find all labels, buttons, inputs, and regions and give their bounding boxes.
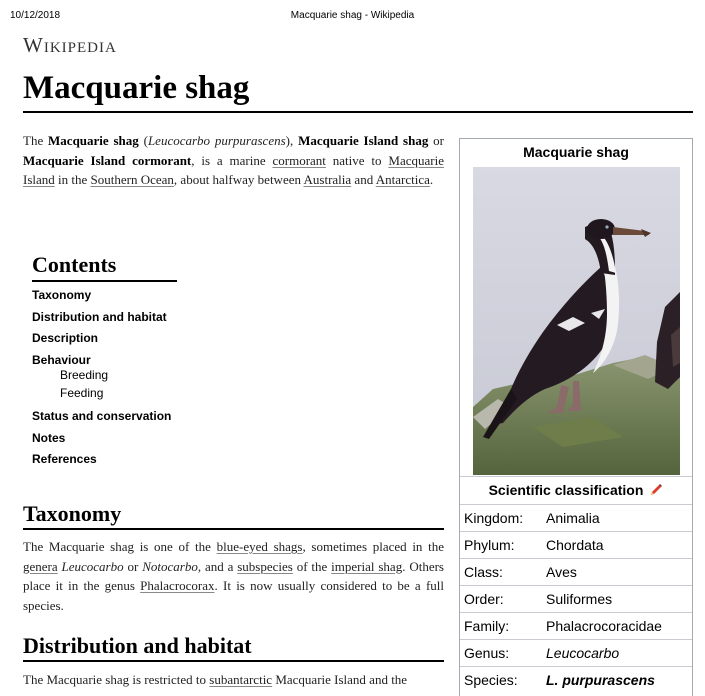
- taxobox-row-genus: [460, 640, 692, 667]
- taxobox-row-order: [460, 586, 692, 613]
- taxobox-value: L. purpurascens: [546, 672, 655, 688]
- link-subspecies[interactable]: subspecies: [237, 558, 293, 574]
- link-antarctica[interactable]: Antarctica: [375, 172, 430, 187]
- taxonomy-paragraph: The Macquarie shag is one of the blue-eyed shags, sometimes placed in the genera Leucocarbo or Notocarbo, and a subspecies of the imperial shag. Others place it in the genus Phalacrocorax. It is now usually considered to be a full species.: [23, 539, 445, 613]
- print-header: [0, 10, 705, 24]
- taxobox-value[interactable]: Animalia: [546, 510, 600, 526]
- section-heading-distribution: Distribution and habitat: [23, 633, 252, 658]
- bird-photo-icon: [473, 167, 680, 475]
- link-australia[interactable]: Australia: [303, 172, 352, 187]
- section-heading-taxonomy: Taxonomy: [23, 501, 122, 526]
- taxobox-row-kingdom: [460, 505, 692, 532]
- toc-item-feeding[interactable]: Feeding: [60, 386, 104, 400]
- section-divider-taxonomy: [23, 528, 444, 530]
- toc-item-taxonomy[interactable]: Taxonomy: [32, 288, 92, 302]
- taxobox-label: Genus:: [464, 645, 510, 661]
- title-divider: [23, 111, 693, 113]
- taxobox-label: Class:: [464, 564, 503, 580]
- link-genera[interactable]: genera: [23, 558, 58, 574]
- print-page-title: Macquarie shag - Wikipedia: [290, 10, 415, 21]
- toc-item-notes[interactable]: Notes: [32, 431, 66, 445]
- wikipedia-wordmark[interactable]: Wikipedia: [23, 33, 117, 57]
- taxobox-label: Phylum:: [464, 537, 515, 553]
- distribution-paragraph: The Macquarie shag is restricted to subantarctic Macquarie Island and the: [23, 672, 408, 687]
- link-macquarie-island[interactable]: Macquarie Island: [23, 152, 444, 187]
- link-imperial-shag[interactable]: imperial shag: [331, 558, 403, 574]
- toc-item-description[interactable]: Description: [32, 331, 99, 345]
- toc-item-references[interactable]: References: [32, 452, 97, 466]
- taxobox-row-species: [460, 667, 692, 694]
- toc-item-behaviour[interactable]: Behaviour: [32, 353, 91, 367]
- link-subantarctic[interactable]: subantarctic: [209, 672, 273, 687]
- page-title: Macquarie shag: [23, 70, 250, 106]
- taxobox-value[interactable]: Suliformes: [546, 591, 613, 607]
- toc-divider: [32, 280, 177, 282]
- taxobox-label: Kingdom:: [464, 510, 524, 526]
- taxobox-label: Family:: [464, 618, 510, 634]
- section-divider-distribution: [23, 660, 444, 662]
- toc-item-distribution[interactable]: Distribution and habitat: [32, 310, 167, 324]
- taxobox-row-phylum: [460, 532, 692, 559]
- taxobox-title: Macquarie shag: [523, 144, 629, 160]
- macquarie-shag-photo[interactable]: [473, 167, 680, 475]
- taxobox-divider: [460, 476, 692, 477]
- table-of-contents: [32, 252, 177, 466]
- link-blue-eyed-shags[interactable]: blue-eyed shags: [216, 539, 303, 554]
- link-cormorant[interactable]: cormorant: [272, 152, 326, 168]
- scientific-classification-title: Scientific classification: [460, 482, 692, 500]
- taxobox-value[interactable]: Leucocarbo: [546, 645, 620, 661]
- link-phalacrocorax[interactable]: Phalacrocorax: [140, 578, 215, 593]
- link-southern-ocean[interactable]: Southern Ocean: [90, 172, 174, 187]
- lead-paragraph: The Macquarie shag (Leucocarbo purpurascens), Macquarie Island shag or Macquarie Island cormorant, is a marine cormorant native to Macquarie Island in the Southern Ocean, about halfway between Australia and Antarctica.: [23, 133, 444, 187]
- taxobox: [459, 138, 693, 696]
- taxobox-row-family: [460, 613, 692, 640]
- taxobox-label: Species:: [464, 672, 518, 688]
- taxobox-row-class: [460, 559, 692, 586]
- toc-item-status[interactable]: Status and conservation: [32, 409, 172, 423]
- toc-item-breeding[interactable]: Breeding: [60, 368, 109, 382]
- edit-pencil-icon[interactable]: [649, 483, 663, 500]
- taxobox-value[interactable]: Phalacrocoracidae: [546, 618, 662, 634]
- taxobox-value[interactable]: Chordata: [546, 537, 604, 553]
- toc-title: Contents: [32, 252, 117, 277]
- taxobox-label: Order:: [464, 591, 504, 607]
- print-date: 10/12/2018: [10, 10, 61, 21]
- taxobox-value[interactable]: Aves: [546, 564, 577, 580]
